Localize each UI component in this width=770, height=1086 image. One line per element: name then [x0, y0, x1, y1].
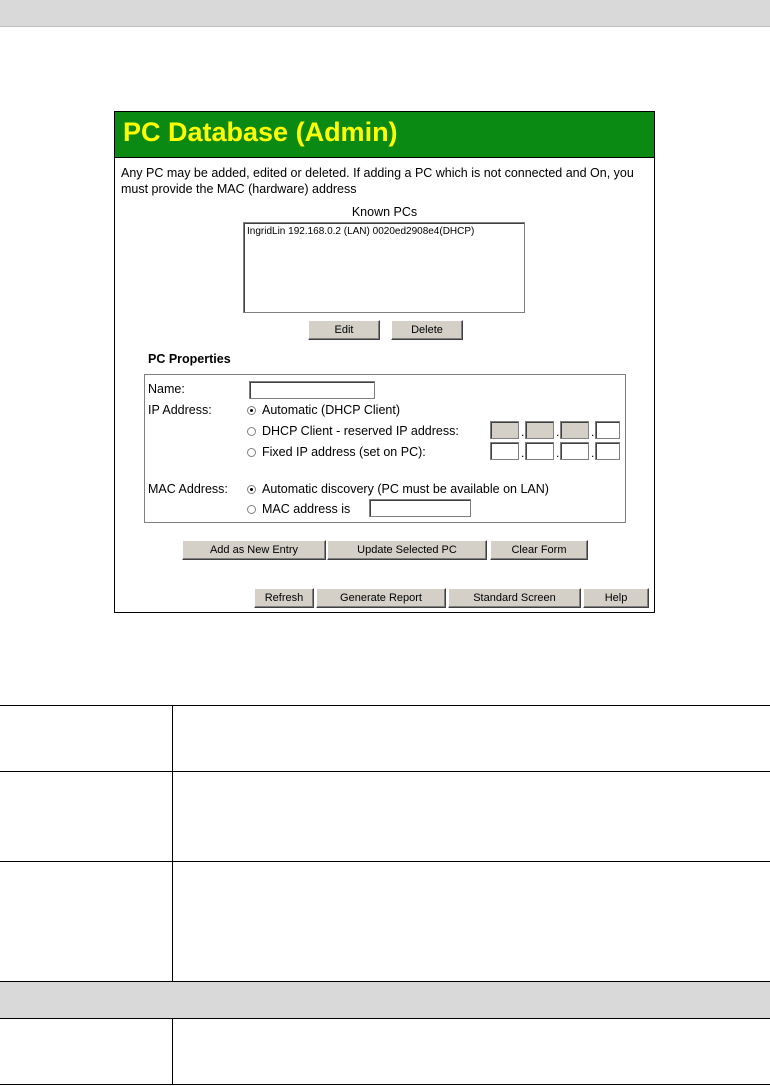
update-selected-pc-button[interactable]: Update Selected PC	[327, 540, 487, 560]
intro-text: Any PC may be added, edited or deleted. If adding a PC which is not connected and On, you must provide the MAC (hardware) address	[121, 166, 634, 196]
reserved-ip-octet-1[interactable]	[490, 421, 519, 439]
refresh-button[interactable]: Refresh	[254, 588, 314, 608]
table-row	[0, 1019, 770, 1085]
pc-properties-title: PC Properties	[148, 352, 231, 366]
mac-auto-radio[interactable]	[247, 485, 256, 494]
clear-form-button[interactable]: Clear Form	[490, 540, 588, 560]
ip-reserved-radio[interactable]	[247, 427, 256, 436]
table-row	[0, 706, 770, 772]
help-button[interactable]: Help	[583, 588, 649, 608]
pc-database-panel	[114, 111, 655, 613]
description-table	[0, 705, 770, 1085]
ip-dot: .	[556, 446, 560, 460]
fixed-ip-octet-2[interactable]	[525, 442, 554, 460]
known-pcs-listbox[interactable]	[243, 222, 525, 313]
mac-manual-label: MAC address is	[262, 502, 351, 516]
fixed-ip-octet-4[interactable]	[595, 442, 620, 460]
ip-auto-label: Automatic (DHCP Client)	[262, 403, 401, 417]
mac-address-label: MAC Address:	[148, 482, 228, 496]
table-row	[0, 862, 770, 982]
name-label: Name:	[148, 382, 185, 396]
top-bar	[0, 0, 770, 27]
ip-reserved-label: DHCP Client - reserved IP address:	[262, 424, 459, 438]
reserved-ip-octet-4[interactable]	[595, 421, 620, 439]
edit-button[interactable]: Edit	[308, 320, 380, 340]
fixed-ip-octet-1[interactable]	[490, 442, 519, 460]
ip-dot: .	[556, 425, 560, 439]
ip-fixed-radio[interactable]	[247, 448, 256, 457]
table-section-row	[0, 982, 770, 1019]
name-field[interactable]	[249, 381, 375, 399]
panel-header	[115, 112, 654, 158]
fixed-ip-octet-3[interactable]	[560, 442, 589, 460]
ip-dot: .	[591, 446, 595, 460]
ip-dot: .	[521, 446, 525, 460]
ip-fixed-label: Fixed IP address (set on PC):	[262, 445, 426, 459]
ip-dot: .	[521, 425, 525, 439]
known-pcs-label: Known PCs	[351, 205, 418, 219]
table-row	[0, 772, 770, 862]
pc-properties-box	[144, 374, 626, 523]
page-title: PC Database (Admin)	[123, 117, 398, 147]
generate-report-button[interactable]: Generate Report	[316, 588, 446, 608]
mac-manual-radio[interactable]	[247, 505, 256, 514]
add-new-entry-button[interactable]: Add as New Entry	[182, 540, 326, 560]
ip-address-label: IP Address:	[148, 403, 212, 417]
ip-auto-radio[interactable]	[247, 406, 256, 415]
reserved-ip-octet-2[interactable]	[525, 421, 554, 439]
standard-screen-button[interactable]: Standard Screen	[448, 588, 581, 608]
known-pc-option[interactable]: IngridLin 192.168.0.2 (LAN) 0020ed2908e4(DHCP)	[247, 226, 475, 237]
mac-auto-label: Automatic discovery (PC must be available on LAN)	[262, 482, 549, 496]
mac-address-field[interactable]	[369, 499, 471, 517]
delete-button[interactable]: Delete	[391, 320, 463, 340]
reserved-ip-octet-3[interactable]	[560, 421, 589, 439]
ip-dot: .	[591, 425, 595, 439]
